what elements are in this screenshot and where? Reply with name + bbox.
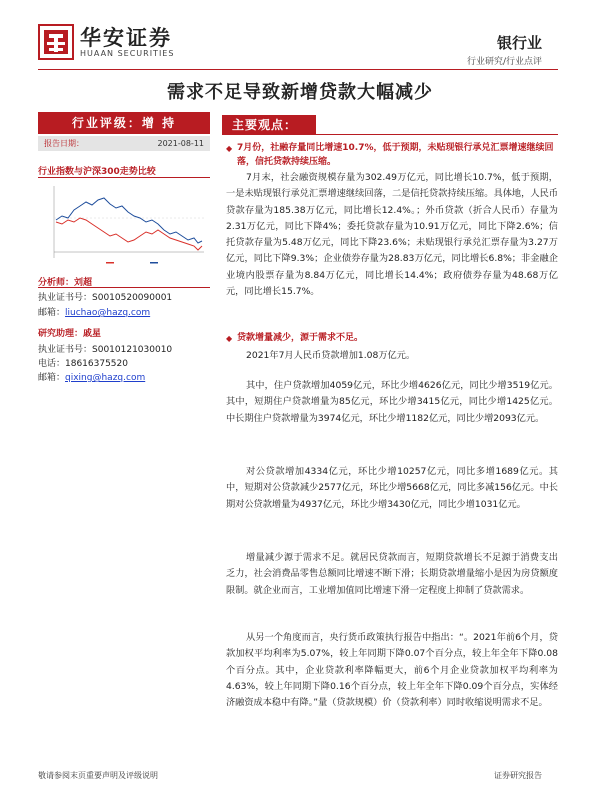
report-title: 需求不足导致新增贷款大幅减少	[167, 82, 433, 103]
report-date-value: 2021-08-11	[157, 139, 204, 148]
analyst-cert: 执业证书号：S0010520090001	[38, 293, 173, 303]
analyst-email-row	[38, 305, 150, 318]
huaan-logo-icon	[38, 24, 74, 60]
paragraph-corporate-loans: 对公贷款增加4334亿元，环比少增10257亿元，同比多增1689亿元。其中，短期对公贷款减少2577亿元，环比少增5668亿元，同比多减156亿元。中长期对公贷款增量为4937亿元，环比少增3430亿元，同比少增1031亿元。	[226, 466, 558, 510]
chart-divider	[38, 177, 210, 178]
brand-name: 华安证券	[80, 25, 172, 50]
bullet-social-financing: ◆ 7月份，社融存量同比增速10.7%，低于预期，未贴现银行承兑汇票增速继续回落，信托贷款持续压缩。	[226, 142, 558, 169]
report-date-row	[38, 136, 210, 151]
footer-report-type: 证券研究报告	[494, 771, 542, 780]
analyst-email-label: 邮箱：	[38, 308, 66, 318]
footer-disclaimer: 敬请参阅末页重要声明及评级说明	[38, 771, 158, 780]
assistant-email-link[interactable]: qixing@hazq.com	[65, 373, 146, 383]
paragraph-household-loans: 其中，住户贷款增加4059亿元，环比少增4626亿元，同比少增3519亿元。其中，短期住户贷款增量为85亿元，环比少增3415亿元，同比少增1425亿元。中长期住户贷款增量为3974亿元，环比少增1182亿元，同比少增2093亿元。	[226, 380, 558, 424]
main-points-title: 主要观点：	[222, 115, 316, 135]
header-divider	[38, 69, 558, 70]
assistant-email-label: 邮箱：	[38, 373, 66, 383]
paragraph-demand-reason: 增量减少源于需求不足。就居民贷款而言，短期贷款增长不足源于消费支出乏力，社会消费品零售总额同比增速不断下滑；长期贷款增量缩小是因为房贷额度限制。就企业而言，工业增加值同比增速下滑一定程度上抑制了贷款需求。	[226, 552, 558, 596]
index-comparison-chart	[38, 180, 210, 268]
page-header	[0, 0, 600, 70]
chart-legend-swatch-industry	[150, 262, 158, 264]
series-line-hs300	[56, 218, 202, 250]
industry-label: 银行业	[496, 34, 542, 52]
industry-rating: 行业评级：增 持	[38, 112, 210, 134]
analyst-name: 分析师：刘超	[38, 278, 93, 288]
paragraph-loan-total: 2021年7月人民币贷款增加1.08万亿元。	[246, 350, 416, 361]
chart-legend-swatch-hs300	[106, 262, 114, 264]
report-date-label: 报告日期：	[44, 139, 84, 148]
assistant-name: 研究助理：戚星	[38, 329, 102, 339]
main-points-header	[222, 115, 558, 135]
analyst-email-link[interactable]: liuchao@hazq.com	[65, 308, 151, 318]
report-type: 行业研究/行业点评	[466, 57, 542, 67]
assistant-phone: 电话：18616375520	[38, 359, 128, 369]
main-points-divider	[222, 134, 558, 135]
paragraph-central-bank: 从另一个角度而言，央行货币政策执行报告中指出：“。2021年前6个月，贷款加权平均利率为5.07%，较上年同期下降0.07个百分点，较上年全年下降0.08个百分点。其中，企业贷款利率降幅更大，前6个月企业贷款加权平均利率为4.63%，较上年同期下降0.16个百分点，较上年全年下降0.09个百分点，实体经济融资成本稳中有降。”量（贷款规模）价（贷款利率）同时收缩说明需求不足。	[226, 632, 558, 709]
assistant-cert: 执业证书号：S0010121030010	[38, 345, 173, 355]
assistant-email-row	[38, 370, 145, 383]
paragraph-social-financing: 7月末，社会融资规模存量为302.49万亿元，同比增长10.7%，低于预期，一是未贴现银行承兑汇票增速继续回落，二是信托贷款持续压缩。具体地，人民币贷款存量为185.38万亿元，同比增长12.4%。；外币贷款（折合人民币）存量为2.31万亿元，同比下降4%；委托贷款存量为10.91万亿元，同比下降2.6%；信托贷款存量为5.48万亿元，同比下降23.6%；未贴现银行承兑汇票存量为3.27万亿元，同比下降9.3%；企业债券存量为28.83万亿元，同比增长6.8%；非金融企业境内股票存量为8.84万亿元，同比增长14.4%；政府债券存量为48.68万亿元，同比增长15.7%。	[226, 172, 558, 298]
brand-name-en: HUAAN SECURITIES	[80, 49, 175, 58]
chart-title: 行业指数与沪深300走势比较	[38, 167, 156, 177]
series-line-industry	[56, 198, 202, 243]
bullet-loan-demand: ◆ 贷款增量减少，源于需求不足。	[226, 332, 558, 346]
